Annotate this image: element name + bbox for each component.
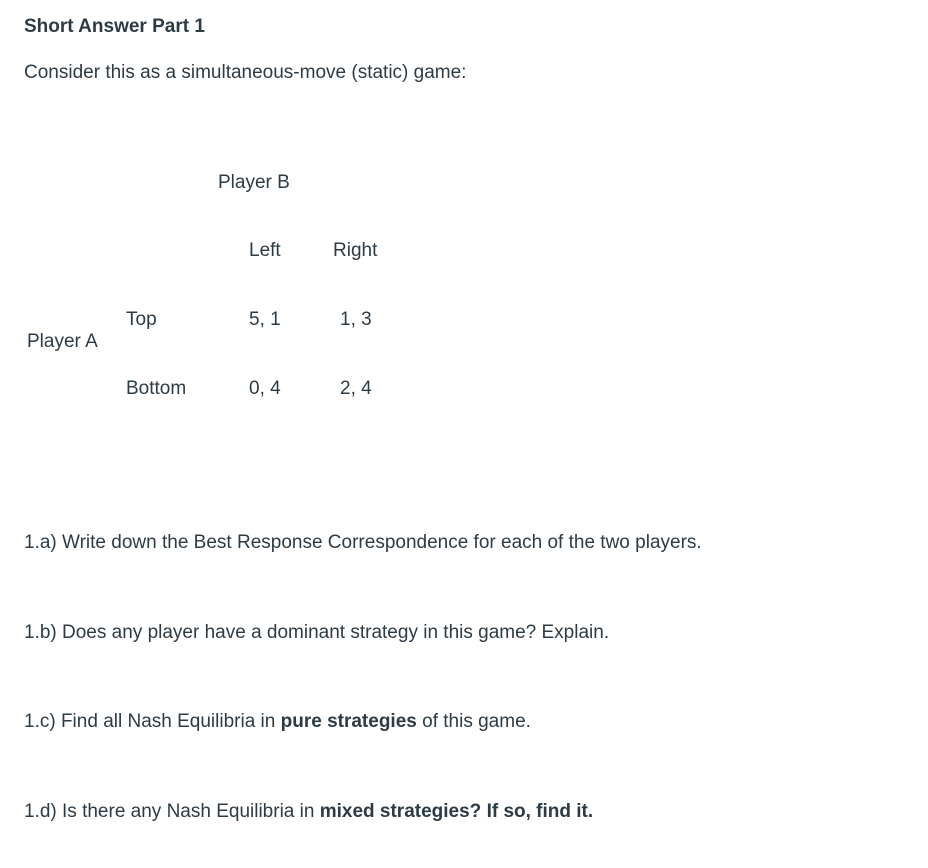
question-1c-text: 1.c) Find all Nash Equilibria in (24, 711, 281, 732)
question-1c (24, 711, 531, 733)
question-1d (24, 801, 593, 823)
payoff-bottom-left: 0, 4 (249, 378, 281, 399)
player-b-label: Player B (218, 172, 290, 193)
question-1d-emphasis: mixed strategies? If so, find it. (319, 801, 594, 822)
intro-text: Consider this as a simultaneous-move (static) game: (24, 62, 467, 83)
payoff-top-right: 1, 3 (340, 309, 372, 330)
column-right-label: Right (333, 240, 378, 261)
row-top-label: Top (126, 309, 157, 330)
page-title: Short Answer Part 1 (24, 16, 205, 37)
question-1b: 1.b) Does any player have a dominant strategy in this game? Explain. (24, 622, 610, 643)
payoff-bottom-right: 2, 4 (340, 378, 372, 399)
question-1d-text: 1.d) Is there any Nash Equilibria in (24, 801, 320, 822)
row-bottom-label: Bottom (126, 378, 187, 399)
question-1c-emphasis: pure strategies (280, 711, 417, 732)
question-1c-text-end: of this game. (416, 711, 531, 732)
player-a-label: Player A (27, 331, 98, 352)
question-1a: 1.a) Write down the Best Response Correspondence for each of the two players. (24, 532, 702, 553)
column-left-label: Left (249, 240, 281, 261)
payoff-top-left: 5, 1 (249, 309, 281, 330)
